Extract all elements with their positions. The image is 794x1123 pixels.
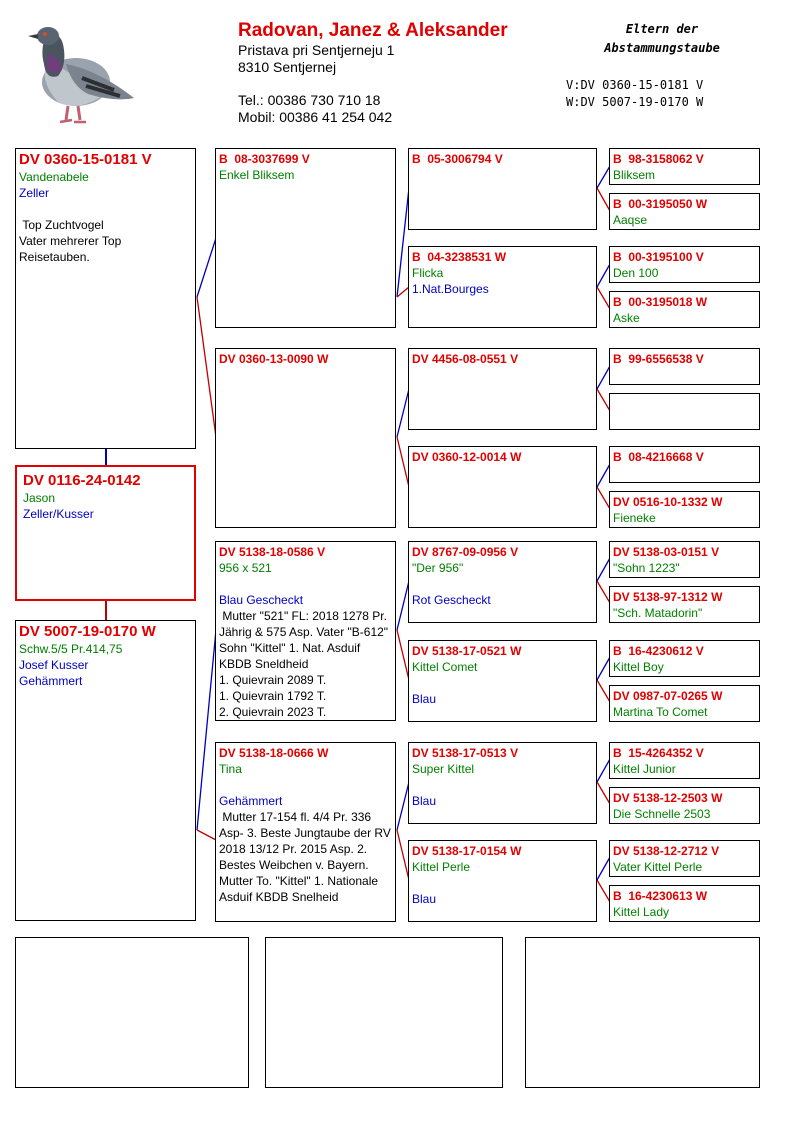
ancestor-name: Kittel Lady (613, 905, 670, 919)
great-grandparent-name: Super Kittel (412, 762, 475, 776)
father-description: Top Zuchtvogel Vater mehrerer Top Reisetauben. (19, 218, 122, 264)
ancestor-ring: DV 0516-10-1332 W (613, 495, 723, 509)
ancestor-name: Fieneke (613, 511, 656, 525)
ancestor-name: Martina To Comet (613, 705, 708, 719)
ancestor-ring: B 98-3158062 V (613, 152, 704, 166)
ancestor-ring: B 16-4230613 W (613, 889, 708, 903)
pigeon-card[interactable] (15, 465, 196, 601)
father-ring-summary: V:DV 0360-15-0181 V (566, 78, 704, 92)
breeder-address-line1: Pristava pri Sentjerneju 1 (238, 42, 395, 58)
ancestor-card[interactable] (609, 148, 760, 185)
father-card[interactable] (15, 148, 196, 449)
grandparent-card[interactable] (215, 348, 396, 528)
great-grandparent-card[interactable] (408, 840, 597, 922)
ancestor-card[interactable] (609, 446, 760, 483)
grandparent-card[interactable] (215, 742, 396, 922)
parents-title-line1: Eltern der (625, 22, 699, 36)
grandparent-ring: DV 5138-18-0586 V (219, 545, 326, 559)
ancestor-name: Den 100 (613, 266, 659, 280)
ancestor-ring: DV 5138-12-2712 V (613, 844, 720, 858)
great-grandparent-card[interactable] (408, 148, 597, 230)
grandparent-name: 956 x 521 (219, 561, 272, 575)
ancestor-ring: DV 5138-97-1312 W (613, 590, 723, 604)
great-grandparent-ring: DV 5138-17-0521 W (412, 644, 522, 658)
great-grandparent-card[interactable] (408, 640, 597, 722)
great-grandparent-name: "Der 956" (412, 561, 464, 575)
grandparent-card[interactable] (215, 148, 396, 328)
great-grandparent-card[interactable] (408, 246, 597, 328)
notes-box-center[interactable] (265, 937, 503, 1088)
great-grandparent-card[interactable] (408, 742, 597, 824)
breeder-name: Radovan, Janez & Aleksander (238, 20, 508, 41)
mother-name: Schw.5/5 Pr.414,75 (19, 642, 123, 656)
breeder-address-line2: 8310 Sentjernej (238, 59, 337, 75)
great-grandparent-card[interactable] (408, 348, 597, 430)
ancestor-card[interactable] (609, 640, 760, 677)
pigeon-ring: DV 0116-24-0142 (23, 472, 141, 489)
ancestor-card[interactable] (609, 885, 760, 922)
grandparent-ring: B 08-3037699 V (219, 152, 310, 166)
ancestor-ring: B 99-6556538 V (613, 352, 704, 366)
great-grandparent-name: Kittel Perle (412, 860, 471, 874)
father-ring: DV 0360-15-0181 V (19, 151, 152, 168)
father-name: Vandenabele (19, 170, 89, 184)
ancestor-name: Kittel Boy (613, 660, 664, 674)
grandparent-card[interactable] (215, 541, 396, 721)
ancestor-name: Die Schnelle 2503 (613, 807, 711, 821)
ancestor-name: Bliksem (613, 168, 656, 182)
ancestor-name: "Sohn 1223" (613, 561, 680, 575)
ancestor-card[interactable] (609, 246, 760, 283)
great-grandparent-ring: DV 0360-12-0014 W (412, 450, 522, 464)
great-grandparent-ring: DV 4456-08-0551 V (412, 352, 519, 366)
ancestor-card[interactable] (609, 193, 760, 230)
great-grandparent-ring: B 04-3238531 W (412, 250, 507, 264)
ancestor-name: "Sch. Matadorin" (613, 606, 703, 620)
grandparent-ring: DV 0360-13-0090 W (219, 352, 329, 366)
breeder-mobil: Mobil: 00386 41 254 042 (238, 109, 393, 125)
ancestor-card[interactable] (609, 348, 760, 385)
mother-ring-summary: W:DV 5007-19-0170 W (566, 95, 704, 109)
ancestor-ring: B 00-3195100 V (613, 250, 704, 264)
ancestor-ring: B 15-4264352 V (613, 746, 704, 760)
pigeon-name: Jason (23, 491, 56, 505)
grandparent-description: Mutter "521" FL: 2018 1278 Pr. Jährig & 575 Asp. Vater "B-612" Sohn "Kittel" 1. Nat. Asduif KBDB Sneldheid 1. Quievrain 2089 T. 1. Quievrain 1792 T. 2. Quievrain 2023 T. (219, 609, 389, 719)
ancestor-card[interactable] (609, 393, 760, 430)
ancestor-card[interactable] (609, 491, 760, 528)
grandparent-info: Gehämmert (219, 794, 283, 808)
great-grandparent-ring: DV 8767-09-0956 V (412, 545, 519, 559)
ancestor-card[interactable] (609, 840, 760, 877)
ancestor-name: Vater Kittel Perle (613, 860, 703, 874)
ancestor-ring: DV 5138-12-2503 W (613, 791, 723, 805)
grandparent-ring: DV 5138-18-0666 W (219, 746, 329, 760)
notes-box-left[interactable] (15, 937, 249, 1088)
parents-title-line2: Abstammungstaube (604, 41, 720, 55)
ancestor-ring: DV 5138-03-0151 V (613, 545, 720, 559)
notes-box-right[interactable] (525, 937, 760, 1088)
mother-info-color: Gehämmert (19, 674, 83, 688)
grandparent-info: Blau Gescheckt (219, 593, 304, 607)
ancestor-ring: B 00-3195050 W (613, 197, 708, 211)
great-grandparent-info: 1.Nat.Bourges (412, 282, 489, 296)
great-grandparent-card[interactable] (408, 446, 597, 528)
ancestor-card[interactable] (609, 291, 760, 328)
mother-ring: DV 5007-19-0170 W (19, 623, 156, 640)
ancestor-card[interactable] (609, 586, 760, 623)
great-grandparent-info: Blau (412, 892, 437, 906)
great-grandparent-info: Blau (412, 794, 437, 808)
ancestor-card[interactable] (609, 787, 760, 824)
grandparent-description: Mutter 17-154 fl. 4/4 Pr. 336 Asp- 3. Beste Jungtaube der RV 2018 13/12 Pr. 2015 Asp. 2. Bestes Weibchen v. Bayern. Mutter To. "Kittel" 1. Nationale Asduif KBDB Snelheid (219, 810, 395, 904)
ancestor-name: Aske (613, 311, 640, 325)
great-grandparent-info: Rot Gescheckt (412, 593, 491, 607)
ancestor-card[interactable] (609, 541, 760, 578)
ancestor-card[interactable] (609, 742, 760, 779)
great-grandparent-ring: DV 5138-17-0154 W (412, 844, 522, 858)
breeder-tel: Tel.: 00386 730 710 18 (238, 92, 381, 108)
great-grandparent-name: Kittel Comet (412, 660, 478, 674)
great-grandparent-name: Flicka (412, 266, 444, 280)
grandparent-name: Enkel Bliksem (219, 168, 295, 182)
great-grandparent-ring: DV 5138-17-0513 V (412, 746, 519, 760)
grandparent-name: Tina (219, 762, 242, 776)
pigeon-info: Zeller/Kusser (23, 507, 94, 521)
great-grandparent-ring: B 05-3006794 V (412, 152, 503, 166)
mother-card[interactable] (15, 620, 196, 921)
ancestor-ring: B 08-4216668 V (613, 450, 704, 464)
ancestor-name: Kittel Junior (613, 762, 676, 776)
ancestor-name: Aaqse (613, 213, 648, 227)
great-grandparent-info: Blau (412, 692, 437, 706)
great-grandparent-card[interactable] (408, 541, 597, 623)
ancestor-ring: B 16-4230612 V (613, 644, 704, 658)
mother-info-breeder: Josef Kusser (19, 658, 89, 672)
ancestor-ring: B 00-3195018 W (613, 295, 708, 309)
father-info: Zeller (19, 186, 50, 200)
ancestor-ring: DV 0987-07-0265 W (613, 689, 723, 703)
ancestor-card[interactable] (609, 685, 760, 722)
